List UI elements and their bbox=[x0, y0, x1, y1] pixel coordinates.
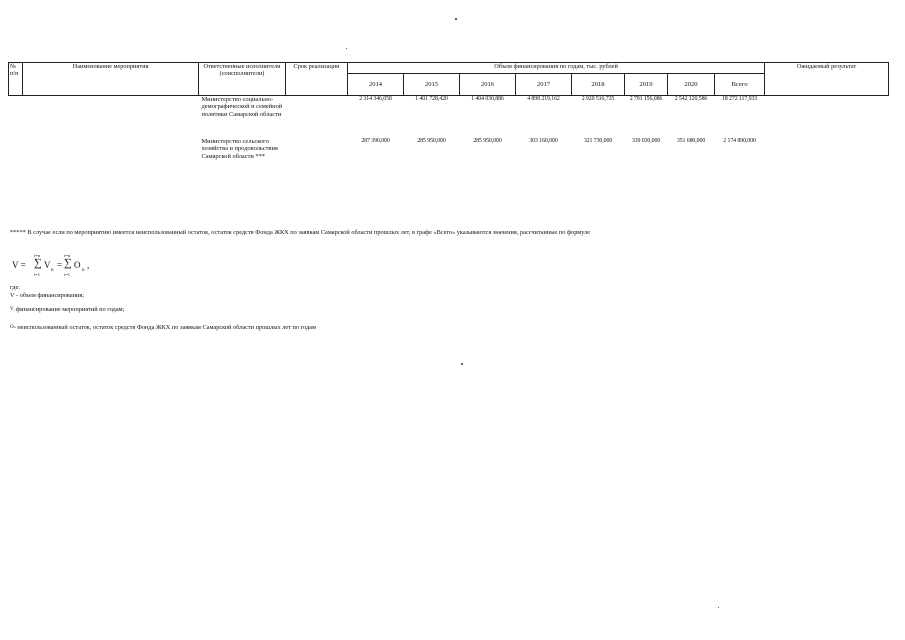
header-year-2014: 2014 bbox=[348, 74, 404, 96]
row-value-2019: 2 791 156,086 bbox=[629, 96, 663, 102]
definition-vn bbox=[10, 306, 124, 313]
formula-eq: = bbox=[57, 260, 63, 270]
scan-speck bbox=[718, 607, 719, 608]
header-funding: Объем финансирования по годам, тыс. рублей bbox=[348, 63, 765, 74]
header-year-2016: 2016 bbox=[460, 74, 516, 96]
header-result: Ожидаемый результат bbox=[765, 63, 889, 96]
row-value-total: 18 272 117,933 bbox=[721, 96, 758, 102]
formula-upper-limit-1: i=n bbox=[34, 253, 41, 258]
row-value-2018: 321 730,000 bbox=[583, 138, 613, 145]
formula-v-term: V bbox=[44, 260, 51, 270]
definition-vn-symbol: Vᵢ bbox=[10, 307, 15, 312]
header-year-total: Всего bbox=[715, 74, 765, 96]
row-value-2020: 351 680,000 bbox=[676, 138, 706, 145]
scan-speck bbox=[346, 48, 347, 49]
header-year-2015: 2015 bbox=[404, 74, 460, 96]
header-year-2018: 2018 bbox=[572, 74, 625, 96]
sum-symbol-2: ∑ bbox=[64, 257, 72, 269]
row-value-2019: 339 030,000 bbox=[631, 138, 661, 145]
header-responsible: Ответственные исполнители (соисполнители) bbox=[199, 63, 286, 96]
sum-symbol-1: ∑ bbox=[34, 257, 42, 269]
formula bbox=[12, 251, 122, 281]
row-executor: Министерство социально-демографической и семейной политики Самарской области bbox=[201, 96, 283, 118]
scan-speck bbox=[455, 18, 457, 20]
scan-speck bbox=[461, 363, 463, 365]
formula-tail: , bbox=[87, 260, 90, 270]
header-year-2017: 2017 bbox=[516, 74, 572, 96]
definition-where: где: bbox=[10, 284, 21, 291]
row-executor: Министерство сельского хозяйства и продовольствия Самарской области *** bbox=[201, 138, 278, 160]
table-row bbox=[9, 118, 889, 160]
header-num: № п/п bbox=[9, 63, 23, 96]
definition-on-symbol: Oₙ bbox=[10, 325, 16, 330]
definition-v: V - объем финансирования; bbox=[10, 292, 85, 299]
formula-lhs: V = bbox=[12, 260, 26, 270]
definition-vn-text: финансирование мероприятий по годам; bbox=[16, 306, 125, 313]
definition-on bbox=[10, 324, 316, 331]
row-value-2016: 1 404 030,886 bbox=[471, 96, 504, 102]
header-year-2020: 2020 bbox=[668, 74, 715, 96]
row-value-2014: 2 314 346,058 bbox=[359, 96, 392, 102]
row-value-2017: 303 160,000 bbox=[529, 138, 558, 145]
formula-v-sub: n bbox=[51, 268, 54, 273]
header-period: Срок реализации bbox=[286, 63, 348, 96]
row-value-2017: 4 898 219,162 bbox=[527, 96, 560, 102]
row-value-2015: 285 950,000 bbox=[417, 138, 446, 145]
formula-lower-limit-1: i=1 bbox=[34, 272, 41, 277]
formula-o-term: O bbox=[74, 260, 81, 270]
row-value-2015: 1 401 728,420 bbox=[415, 96, 448, 102]
table-row bbox=[9, 96, 889, 119]
footnote: ***** В случае если по мероприятию имеется неиспользованный остаток, остаток средств Фонда ЖКХ по заявкам Самарской области прошлых лет, в графе «Всего» указываются значения, рассчитанные по формуле bbox=[10, 229, 591, 236]
row-value-2016: 285 950,000 bbox=[473, 138, 502, 145]
row-value-2018: 2 920 516,735 bbox=[581, 96, 615, 102]
formula-upper-limit-2: i=n bbox=[64, 253, 71, 258]
funding-table bbox=[8, 62, 889, 160]
formula-o-sub: n bbox=[82, 268, 85, 273]
row-value-2014: 287 390,000 bbox=[361, 138, 390, 145]
header-year-2019: 2019 bbox=[625, 74, 668, 96]
formula-lower-limit-2: i=1 bbox=[64, 272, 71, 277]
row-value-2020: 2 542 120,586 bbox=[674, 96, 708, 102]
header-name: Наименование мероприятия bbox=[23, 63, 199, 96]
definition-on-text: неиспользованный остаток, остаток средств Фонда ЖКХ по заявкам Самарской области прошлых лет по годам bbox=[17, 324, 316, 331]
row-value-total: 2 174 890,000 bbox=[723, 138, 756, 145]
